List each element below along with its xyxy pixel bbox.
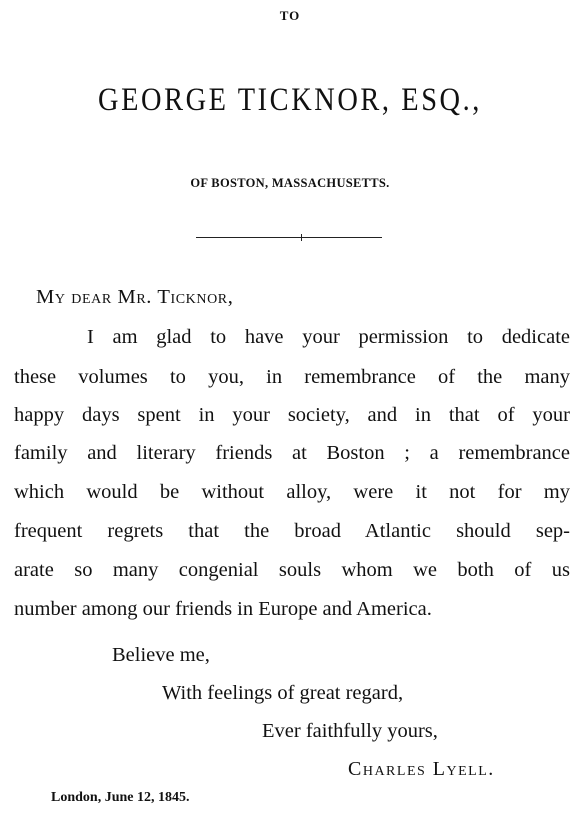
letter-line: these volumes to you, in remembrance of the many: [14, 366, 570, 388]
dedicatee-name: GEORGE TICKNOR, ESQ.,: [98, 82, 482, 118]
letter-line: family and literary friends at Boston ; a remembrance: [14, 442, 570, 464]
letter-line: happy days spent in your society, and in that of your: [14, 404, 570, 426]
salutation-name: Ticknor,: [157, 286, 234, 308]
letter-line: number among our friends in Europe and America.: [14, 598, 432, 620]
divider-rule-notch: [301, 234, 302, 241]
salutation-lead: My dear Mr.: [36, 286, 158, 308]
dedicatee-residence: OF BOSTON, MASSACHUSETTS.: [190, 176, 390, 190]
letter-line: I am glad to have your permission to dedicate: [87, 326, 570, 348]
letter-line: arate so many congenial souls whom we both of us: [14, 559, 570, 581]
closing-line: With feelings of great regard,: [162, 682, 404, 704]
closing-line: Ever faithfully yours,: [262, 720, 438, 742]
closing-line: Believe me,: [112, 644, 210, 666]
divider-rule: [196, 237, 382, 238]
salutation: [36, 286, 233, 309]
place-date: London, June 12, 1845.: [51, 790, 190, 805]
to-label: TO: [279, 8, 301, 23]
letter-line: which would be without alloy, were it not for my: [14, 481, 570, 503]
letter-line: frequent regrets that the broad Atlantic should sep-: [14, 520, 570, 542]
signature: Charles Lyell.: [348, 758, 495, 780]
